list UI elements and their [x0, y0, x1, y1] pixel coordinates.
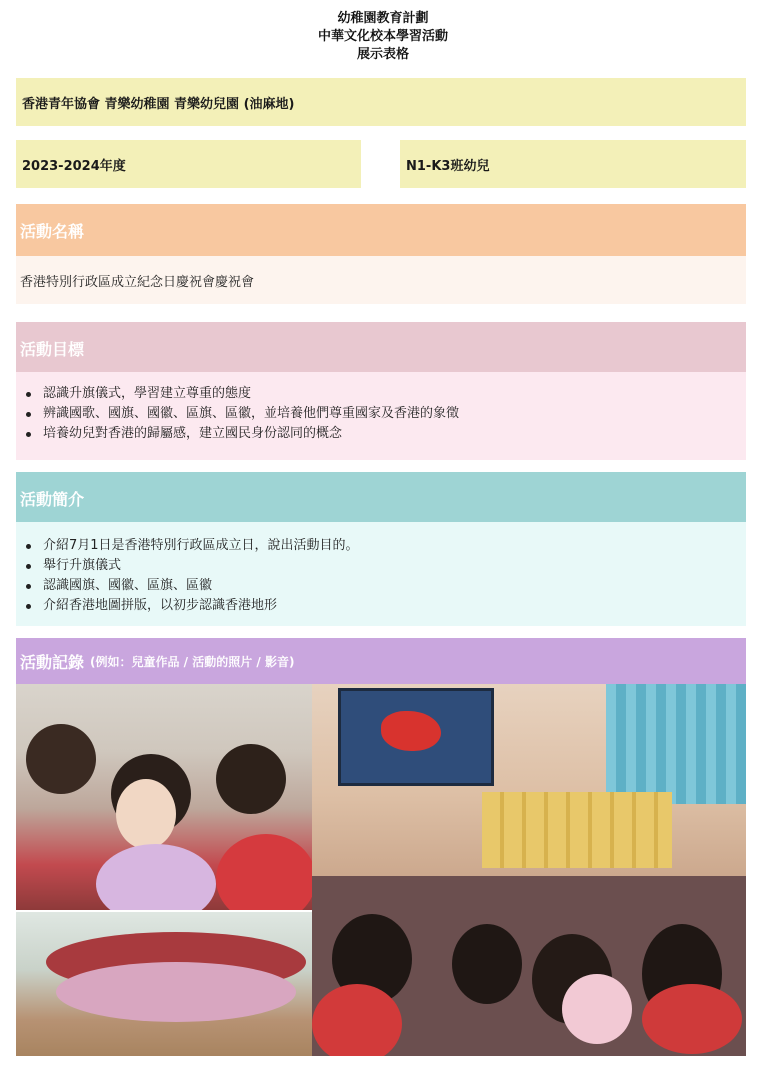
bullet-icon	[26, 432, 31, 437]
class-level-bar	[400, 140, 746, 188]
header-title-line-3: 展示表格	[356, 47, 409, 62]
list-item: 介紹7月1日是香港特別行政區成立日，說出活動目的。	[26, 536, 746, 556]
photo-children-seated	[16, 684, 312, 910]
list-item: 舉行升旗儀式	[26, 556, 746, 576]
bullet-icon	[26, 584, 31, 589]
activity-name-value: 香港特別行政區成立紀念日慶祝會慶祝會	[20, 274, 255, 290]
class-level: N1-K3班幼兒	[406, 158, 490, 174]
activity-name-heading-text: 活動名稱	[20, 221, 85, 241]
bullet-icon	[26, 392, 31, 397]
school-year: 2023-2024年度	[22, 158, 126, 174]
introduction-heading	[16, 472, 746, 524]
header-title-line-1: 幼稚園教育計劃	[337, 11, 429, 26]
record-heading	[16, 638, 746, 684]
photo-children-standing	[16, 912, 312, 1056]
introduction-heading-text: 活動簡介	[20, 489, 85, 509]
list-item: 認識升旗儀式，學習建立尊重的態度	[26, 384, 746, 404]
bullet-icon	[26, 412, 31, 417]
toy-shelf	[482, 792, 672, 868]
list-item: 辨識國歌、國旗、國徽、區旗、區徽，並培養他們尊重國家及香港的象徵	[26, 404, 746, 424]
record-heading-text: 活動記錄	[20, 652, 85, 672]
introduction-body	[16, 522, 746, 626]
photo-classroom-presentation	[312, 684, 746, 1056]
bullet-icon	[26, 604, 31, 609]
school-name-bar	[16, 78, 746, 126]
objectives-body	[16, 372, 746, 460]
activity-name-body	[16, 256, 746, 304]
bullet-icon	[26, 564, 31, 569]
list-item: 培養幼兒對香港的歸屬感，建立國民身份認同的概念	[26, 424, 746, 444]
school-name: 香港青年協會 青樂幼稚園 青樂幼兒園 (油麻地)	[22, 96, 295, 112]
objectives-heading	[16, 322, 746, 374]
school-year-bar	[16, 140, 361, 188]
activity-name-heading	[16, 204, 746, 256]
china-map-icon	[381, 711, 441, 751]
list-item: 認識國旗、國徽、區旗、區徽	[26, 576, 746, 596]
objectives-heading-text: 活動目標	[20, 339, 85, 359]
projector-screen	[338, 688, 494, 786]
objectives-list	[16, 384, 746, 444]
document-header	[0, 10, 766, 64]
introduction-list	[16, 536, 746, 616]
curtain	[606, 684, 746, 804]
header-title-line-2: 中華文化校本學習活動	[317, 29, 448, 44]
list-item: 介紹香港地圖拼版，以初步認識香港地形	[26, 596, 746, 616]
record-subheading: (例如：兒童作品 / 活動的照片 / 影音)	[90, 654, 295, 669]
bullet-icon	[26, 544, 31, 549]
